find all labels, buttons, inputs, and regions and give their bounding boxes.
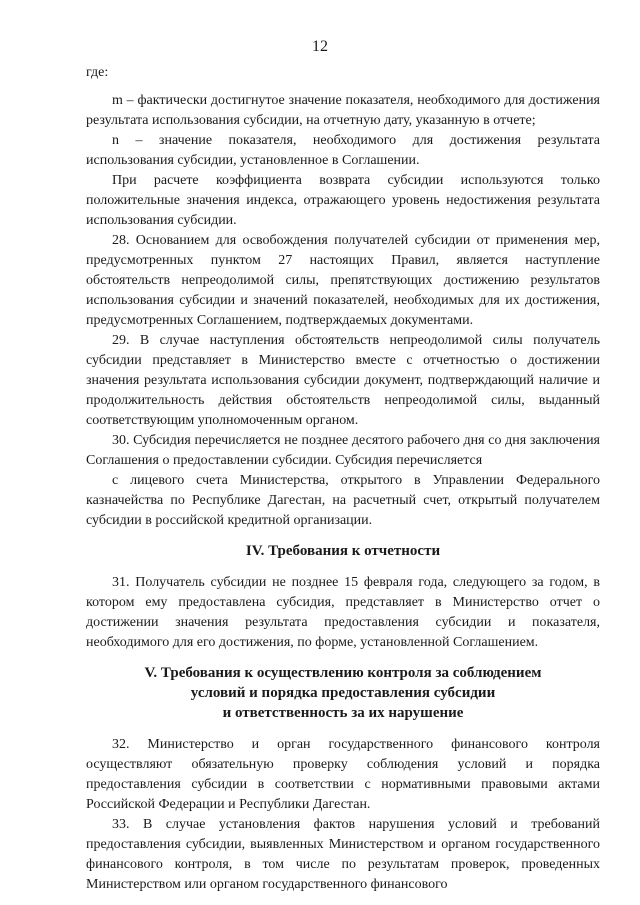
paragraph-33: 33. В случае установления фактов нарушения условий и требований предоставления субсидии, выявленных Министерством и органом государственного финансового контроля, в том числе по результатам проверок, проведенных Министерством или органом государственного финансового bbox=[86, 817, 600, 892]
section-heading-v-line-2: условий и порядка предоставления субсидии bbox=[190, 685, 496, 701]
section-heading-v-line-1: V. Требования к осуществлению контроля за соблюдением bbox=[144, 665, 542, 681]
paragraph-n-definition: n – значение показателя, необходимого для достижения результата использования субсидии, установленное в Соглашении. bbox=[86, 133, 600, 168]
paragraph-28: 28. Основанием для освобождения получателей субсидии от применения мер, предусмотренных пунктом 27 настоящих Правил, является наступление обстоятельств непреодолимой силы, препятствующих достижению результатов использования субсидии и значений показателей, необходимых для их достижения, предусмотренных Соглашением, подтверждаемых документами. bbox=[86, 233, 600, 328]
paragraph-coefficient-note: При расчете коэффициента возврата субсидии используются только положительные значения индекса, отражающего уровень недостижения результата использования субсидии. bbox=[86, 173, 600, 228]
paragraph-where: где: bbox=[86, 65, 109, 80]
section-heading-v bbox=[86, 663, 600, 723]
paragraph-m-definition: m – фактически достигнутое значение показателя, необходимого для достижения результата использования субсидии, на отчетную дату, указанную в отчете; bbox=[86, 93, 600, 128]
paragraph-30-continued: с лицевого счета Министерства, открытого в Управлении Федерального казначейства по Республике Дагестан, на расчетный счет, открытый получателем субсидии в российской кредитной организации. bbox=[86, 473, 600, 528]
paragraph-31: 31. Получатель субсидии не позднее 15 февраля года, следующего за годом, в котором ему предоставлена субсидия, представляет в Министерство отчет о достижении значения результата предоставления субсидии и показателя, необходимого для его достижения, по форме, установленной Соглашением. bbox=[86, 575, 600, 650]
paragraph-32: 32. Министерство и орган государственного финансового контроля осуществляют обязательную проверку соблюдения условий и порядка предоставления субсидии в соответствии с нормативными правовыми актами Российской Федерации и Республики Дагестан. bbox=[86, 737, 600, 812]
document-body bbox=[86, 63, 600, 895]
paragraph-29: 29. В случае наступления обстоятельств непреодолимой силы получатель субсидии представляет в Министерство вместе с отчетностью о достижении значения результата использования субсидии документ, подтверждающий наличие и продолжительность действия обстоятельств непреодолимой силы, выданный соответствующим уполномоченным органом. bbox=[86, 333, 600, 428]
section-heading-v-line-3: и ответственность за их нарушение bbox=[222, 705, 464, 721]
paragraph-30: 30. Субсидия перечисляется не позднее десятого рабочего дня со дня заключения Соглашения о предоставлении субсидии. Субсидия перечисляется bbox=[86, 433, 600, 468]
page-number: 12 bbox=[312, 38, 328, 55]
section-heading-iv: IV. Требования к отчетности bbox=[245, 543, 441, 559]
